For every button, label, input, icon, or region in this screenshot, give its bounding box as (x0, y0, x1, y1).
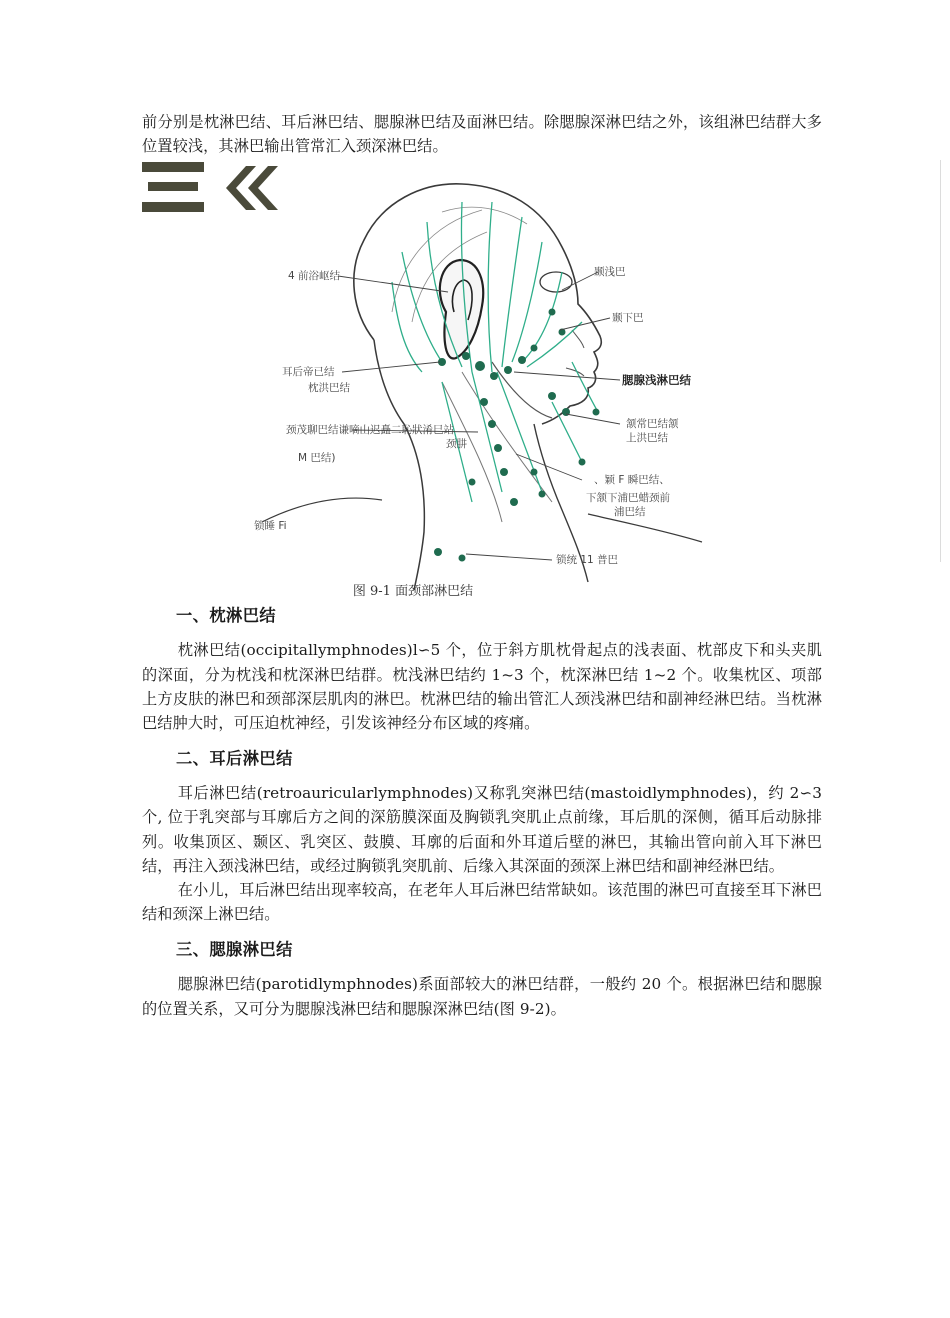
page-edge-line (940, 160, 941, 562)
lymph-node-figure (142, 162, 822, 600)
eye-outline (540, 272, 572, 292)
fig-label-bottom-1: 锁统 11 普巴 (556, 554, 619, 567)
document-content (142, 110, 822, 1021)
fig-label-left-3: 枕洪巴结 (308, 382, 350, 395)
lymph-vessels (392, 202, 598, 502)
ear-outline (440, 260, 483, 359)
neck-back-outline (374, 340, 424, 590)
fig-label-right-2: 颞下巴 (612, 312, 644, 325)
fig-label-left-2: 耳后帝已结 (282, 366, 335, 379)
head-neck-illustration (142, 162, 822, 592)
figure-caption: 图 9-1 面颈部淋巴结 (352, 584, 474, 600)
paragraph-retroauricular-2: 在小儿，耳后淋巴结出现率较高，在老年人耳后淋巴结常缺如。该范围的淋巴可直接至耳下淋巴结和颈深上淋巴结。 (142, 881, 822, 924)
fig-label-right-7: 下颔下浦巴蜡颈前 (586, 492, 670, 505)
watermark-icon (142, 162, 282, 218)
fig-label-left-4: 颈茂聊巴结谦嘀山迟矗二恥狀淆巳站 (286, 424, 454, 437)
fig-label-right-8: 浦巴结 (614, 506, 646, 519)
fig-label-right-4: 颔常巴结颔 (626, 418, 679, 431)
paragraph-parotid: 腮腺淋巴结(parotidlymphnodes)系面部较大的淋巴结群，一般约 20 个。根据淋巴结和腮腺的位置关系，又可分为腮腺浅淋巴结和腮腺深淋巴结(图 9-2)。 (142, 975, 822, 1018)
fig-label-left-5: M 巴结) (298, 452, 336, 465)
section-heading-parotid: 三、腮腺淋巴结 (176, 940, 293, 960)
paragraph-retroauricular-1: 耳后淋巴结(retroauricularlymphnodes)又称乳突淋巴结(mastoidlymphnodes)，约 2∽3 个, 位于乳突部与耳廓后方之间的深筋膜深面及胸锁乳突肌止点前缘，耳后肌的深侧，循耳后动脉排列。收集顶区、颞区、乳突区、鼓膜、耳廓的后面和外耳道后壁的淋巴，其输出管向前入耳下淋巴结，再注入颈浅淋巴结，或经过胸锁乳突肌前、后缘入其深面的颈深上淋巴结和副神经淋巴结。 (142, 784, 822, 875)
paragraph-occipital: 枕淋巴结(occipitallymphnodes)l∽5 个，位于斜方肌枕骨起点的浅表面、枕部皮下和头夹肌的深面，分为枕浅和枕深淋巴结群。枕浅淋巴结约 1~3 个，枕深淋巴结 1~2 个。收集枕区、项部上方皮肤的淋巴和颈部深层肌肉的淋巴。枕淋巴结的输出管汇人颈浅淋巴结和副神经淋巴结。当枕淋巴结肿大时，可压迫枕神经，引发该神经分布区域的疼痛。 (142, 641, 822, 733)
fig-label-right-3: 腮腺浅淋巴结 (622, 373, 691, 388)
section-heading-occipital: 一、枕淋巴结 (176, 606, 277, 626)
fig-label-left-6: 颈肼 (446, 438, 467, 451)
fig-label-left-7: 锁睡 Fi (254, 520, 287, 533)
fig-label-right-5: 上洪巴结 (626, 432, 668, 445)
fig-label-left-1: 4 前浴岖结 (288, 270, 341, 283)
fig-label-right-6: 、颖 F 瞬巴结、 (594, 474, 670, 487)
section-heading-retroauricular: 二、耳后淋巴结 (176, 749, 293, 769)
intro-paragraph: 前分别是枕淋巴结、耳后淋巴结、腮腺淋巴结及面淋巴结。除腮腺深淋巴结之外，该组淋巴结群大多位置较浅，其淋巴输出管常汇入颈深淋巴结。 (142, 113, 822, 156)
fig-label-right-1: 颞浅巴 (594, 266, 626, 279)
